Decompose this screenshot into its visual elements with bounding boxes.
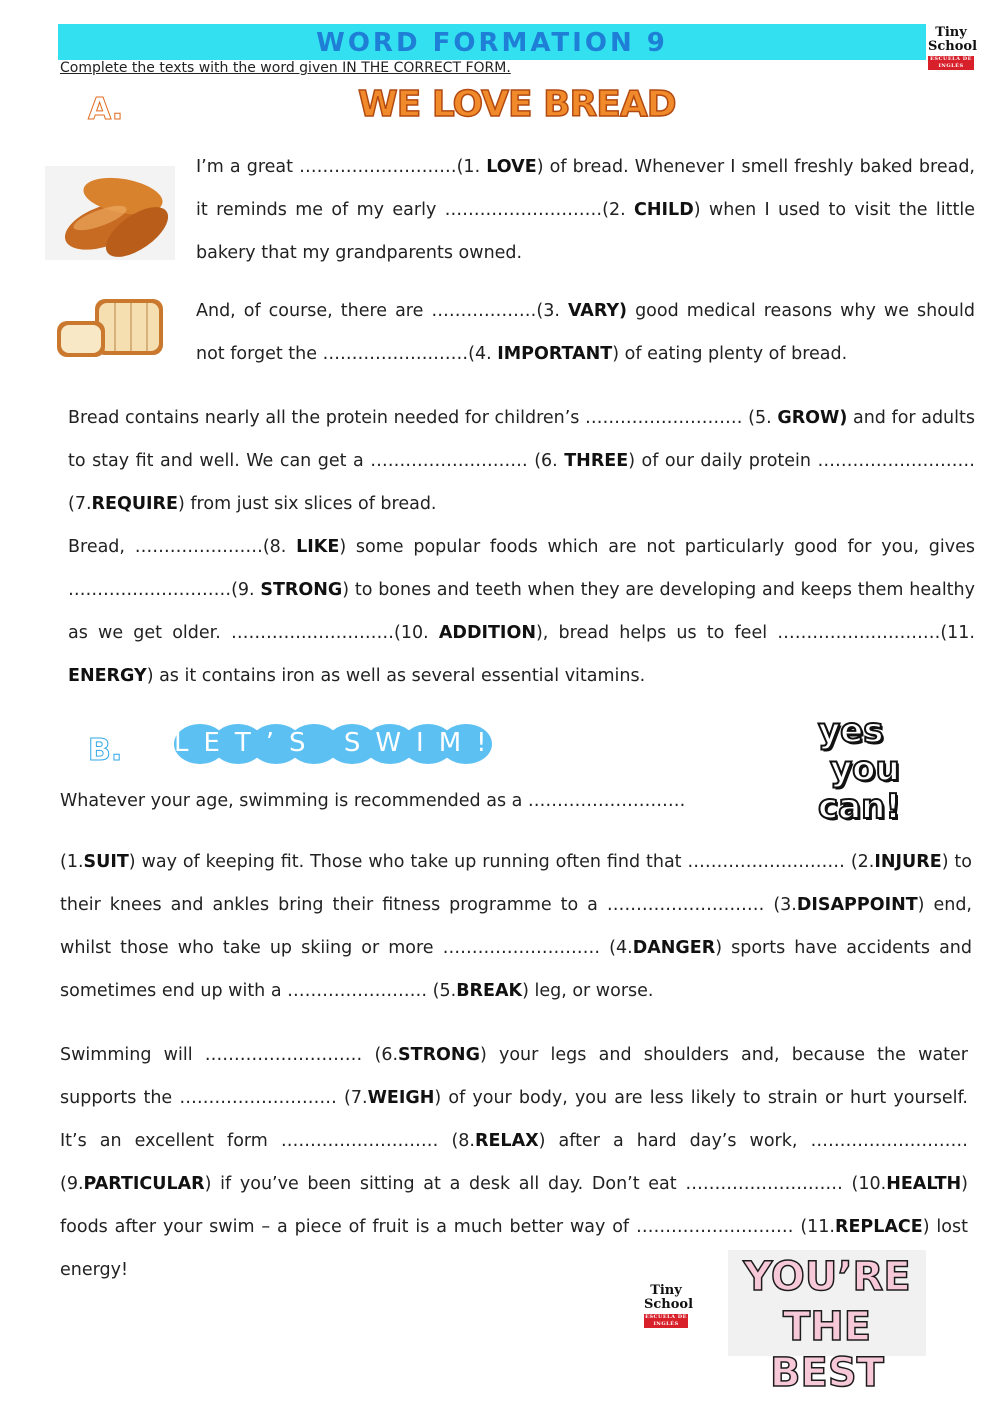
keyword: SUIT (83, 852, 129, 872)
keyword: CHILD (634, 200, 694, 220)
section-b-title (174, 724, 514, 764)
keyword: LIKE (296, 537, 340, 557)
paragraph-a3: Bread contains nearly all the protein needed for children’s ……………………… (5. GROW) and for adults to stay fit and well. We can get a ……………………… (6. THREE) of our daily protein ……………………… (7.REQUIRE) from just six slices of bread. Bread, …………….……(8. LIKE) some popular foods which are not particularly good for you, gives ………….……………(9. STRONG) to bones and teeth when they are developing and keeps them healthy as we get older. ………….……………(10. ADDITION), bread helps us to feel …………….…………(11. ENERGY) as it contains iron as well as several essential vitamins. (68, 397, 975, 698)
sticker-line: you (830, 749, 900, 789)
paragraph-b2: Swimming will ……………………… (6.STRONG) your legs and shoulders and, because the water supports the ……………………… (7.WEIGH) of your body, you are less likely to strain or hurt yourself. It’s an excellent form ……………………… (8.RELAX) after a hard day’s work, ……………………… (9.PARTICULAR) if you’ve been sitting at a desk all day. Don’t eat ……………………… (10.HEALTH) foods after your swim – a piece of fruit is a much better way of ……………………… (11.REPLACE) lost energy! (60, 1045, 969, 1280)
keyword: DANGER (632, 938, 716, 958)
keyword: BREAK (456, 981, 523, 1001)
section-b-title-text: LET’S SWIM! (174, 728, 502, 758)
keyword: WEIGH (367, 1088, 435, 1108)
keyword: VARY) (567, 301, 628, 321)
paragraph-a4: Bread, …………….……(8. LIKE) some popular foods which are not particularly good for you, gives ………….……………(9. STRONG) to bones and teeth when they are developing and keeps them healthy as we get older. ………….……………(10. ADDITION), bread helps us to feel …………….…………(11. ENERGY) as it contains iron as well as several essential vitamins. (68, 537, 975, 686)
youre-the-best-sticker (728, 1250, 926, 1396)
sticker-line: THE BEST (770, 1304, 884, 1396)
yes-you-can-sticker (818, 712, 928, 847)
keyword: STRONG (260, 580, 343, 600)
keyword: GROW) (777, 408, 848, 428)
paragraph-a2: And, of course, there are ………………(3. VARY) good medical reasons why we should not forget the ……………….……(4. IMPORTANT) of eating plenty of bread. (196, 301, 975, 364)
school-logo (928, 25, 978, 70)
paragraph-b1: (1.SUIT) way of keeping fit. Those who take up running often find that ……………………… (2.INJURE) to their knees and ankles bring their fitness programme to a ……………………… (3.DISAPPOINT) end, whilst those who take up skiing or more ……………………… (4.DANGER) sports have accidents and sometimes end up with a …………………… (5.BREAK) leg, or worse. (60, 852, 972, 1001)
page-title: WORD FORMATION 9 (316, 28, 668, 58)
sticker-line: yes (818, 711, 884, 751)
keyword: THREE (564, 451, 629, 471)
keyword: DISAPPOINT (796, 895, 918, 915)
bread-rolls-image (45, 166, 175, 260)
keyword: IMPORTANT (497, 344, 613, 364)
paragraph-b0: Whatever your age, swimming is recommended as a ……………………… (60, 791, 686, 811)
keyword: REQUIRE (91, 494, 178, 514)
keyword: REPLACE (834, 1217, 923, 1237)
sticker-line: YOU’RE (743, 1254, 911, 1300)
keyword: PARTICULAR (83, 1174, 205, 1194)
section-a-title: WE LOVE BREAD (358, 84, 676, 125)
sliced-bread-image (55, 295, 167, 363)
keyword: ENERGY (68, 666, 147, 686)
keyword: LOVE (486, 157, 537, 177)
keyword: INJURE (874, 852, 942, 872)
sticker-line: can! (818, 787, 901, 827)
keyword: STRONG (398, 1045, 480, 1065)
section-a-letter: A. (88, 92, 124, 127)
logo-line-1: Tiny (935, 25, 967, 40)
logo-line-2: School (928, 39, 978, 54)
instructions: Complete the texts with the word given IN THE CORRECT FORM. (60, 60, 511, 76)
section-b-letter: B. (88, 733, 123, 768)
keyword: ADDITION (438, 623, 536, 643)
logo-subtitle: ESCUELA DE INGLÉS (928, 56, 974, 70)
keyword: HEALTH (886, 1174, 962, 1194)
school-logo-small: Tiny School ESCUELA DE INGLÉS (644, 1283, 694, 1327)
keyword: RELAX (474, 1131, 539, 1151)
paragraph-a1: I’m a great ………………………(1. LOVE) of bread. Whenever I smell freshly baked bread, it reminds me of my early ………………………(2. CHILD) when I used to visit the little bakery that my grandparents owned. (196, 157, 975, 263)
